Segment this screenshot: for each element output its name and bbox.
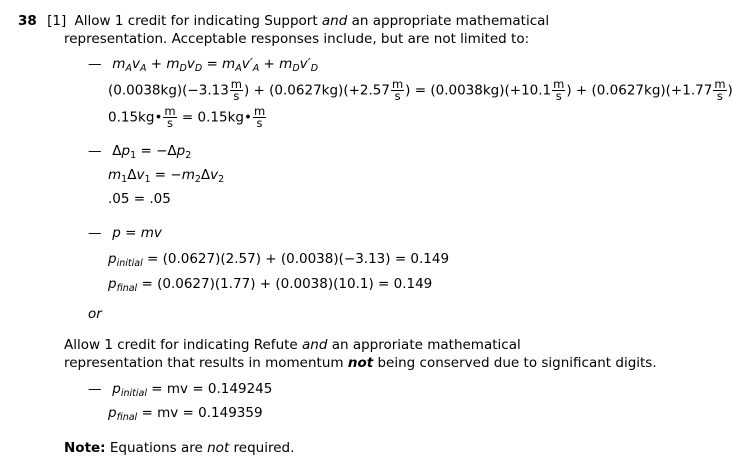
option2-line1: — $\Delta p_1 = -\Delta p_2$	[88, 143, 192, 161]
fraction-m-per-s: $\frac{m}{s}$	[253, 104, 266, 130]
option2-line2: $m_1\Delta v_1 = -m_2\Delta v_2$	[108, 167, 225, 185]
refute-p-final: $p_{final}$ = mv = 0.149359	[108, 405, 263, 423]
option1-eq-line2: (0.0038kg)(−3.13 $\frac{m}{s}$ ) + (0.0627kg)(+2.57 $\frac{m}{s}$ ) = (0.0038kg)(+10.1 $\frac{m}{s}$ ) + (0.0627kg)(+1.77 $\frac{m}{s}$ )	[108, 77, 733, 103]
fraction-m-per-s: $\frac{m}{s}$	[230, 77, 242, 103]
question-header	[18, 12, 549, 30]
credit-count: [1]	[47, 13, 67, 29]
fraction-m-per-s: $\frac{m}{s}$	[391, 77, 404, 103]
intro-line1: Allow 1 credit for indicating Support and an appropriate mathematical	[74, 13, 550, 29]
fraction-m-per-s: $\frac{m}{s}$	[553, 77, 565, 103]
option3-line1: — p = mv	[88, 225, 162, 241]
option3-p-initial: $p_{initial} = (0.0627)(2.57) + (0.0038)(-3.13) = 0.149$	[108, 251, 450, 269]
option1-eq-line3: 0.15kg• $\frac{m}{s}$ = 0.15kg• $\frac{m}{s}$	[108, 104, 266, 130]
fraction-m-per-s: $\frac{m}{s}$	[164, 104, 176, 130]
question-number: 38	[18, 13, 37, 29]
intro-line2: representation. Acceptable responses include, but are not limited to:	[64, 31, 530, 47]
option3-p-final: $p_{final} = (0.0627)(1.77) + (0.0038)(10.1) = 0.149$	[108, 276, 433, 294]
option2-line3: .05 = .05	[108, 191, 171, 207]
refute-line1: Allow 1 credit for indicating Refute and an approriate mathematical	[64, 337, 521, 353]
or-separator: or	[88, 306, 102, 322]
refute-p-initial: — $p_{initial}$ = mv = 0.149245	[88, 381, 273, 399]
refute-line2: representation that results in momentum not being conserved due to significant digits.	[64, 355, 657, 371]
option1-eq-line1: — $m_Av_A + m_Dv_D = m_Av'_A + m_Dv'_D$	[88, 56, 319, 74]
note: Note: Equations are not required.	[64, 440, 295, 456]
note-label: Note:	[64, 440, 106, 456]
fraction-m-per-s: $\frac{m}{s}$	[714, 77, 726, 103]
